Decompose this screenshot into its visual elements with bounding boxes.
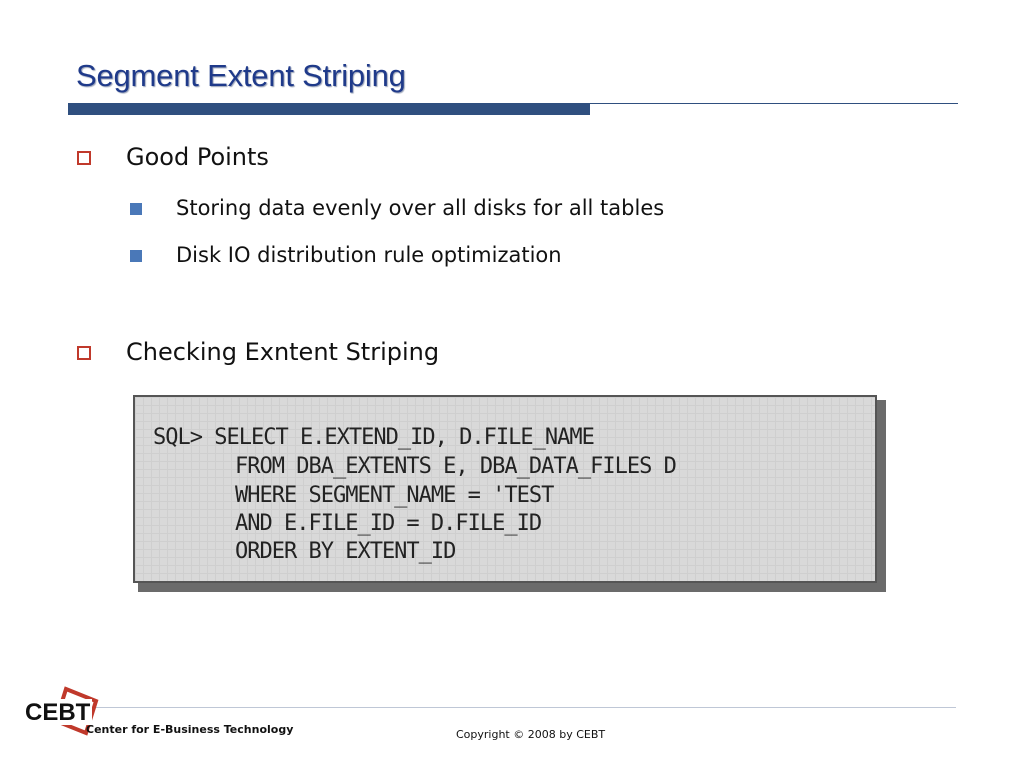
sql-line: SQL> SELECT E.EXTEND_ID, D.FILE_NAME xyxy=(153,425,594,450)
footer-org-name: Center for E-Business Technology xyxy=(86,723,294,736)
bullet-checking-striping: Checking Exntent Striping xyxy=(126,338,440,366)
logo-text: CEBT xyxy=(25,699,91,726)
footer-divider xyxy=(96,707,956,708)
bullet-square-icon xyxy=(77,151,91,165)
sql-line: ORDER BY EXTENT_ID xyxy=(235,539,456,564)
footer-copyright: Copyright © 2008 by CEBT xyxy=(456,728,606,741)
title-underline-thin xyxy=(590,103,958,104)
bullet-square-icon xyxy=(77,346,91,360)
sub-bullet-icon xyxy=(130,203,142,215)
sql-code-box xyxy=(133,395,877,583)
sub-bullet-icon xyxy=(130,250,142,262)
sub-bullet-disk-io: Disk IO distribution rule optimization xyxy=(176,243,562,267)
sql-line: WHERE SEGMENT_NAME = 'TEST xyxy=(235,483,554,508)
bullet-good-points: Good Points xyxy=(126,143,269,171)
slide-title: Segment Extent Striping xyxy=(76,58,406,93)
title-underline-thick xyxy=(68,103,590,115)
sql-line: AND E.FILE_ID = D.FILE_ID xyxy=(235,511,542,536)
sql-line: FROM DBA_EXTENTS E, DBA_DATA_FILES D xyxy=(235,454,676,479)
sub-bullet-storing-data: Storing data evenly over all disks for all tables xyxy=(176,196,665,220)
